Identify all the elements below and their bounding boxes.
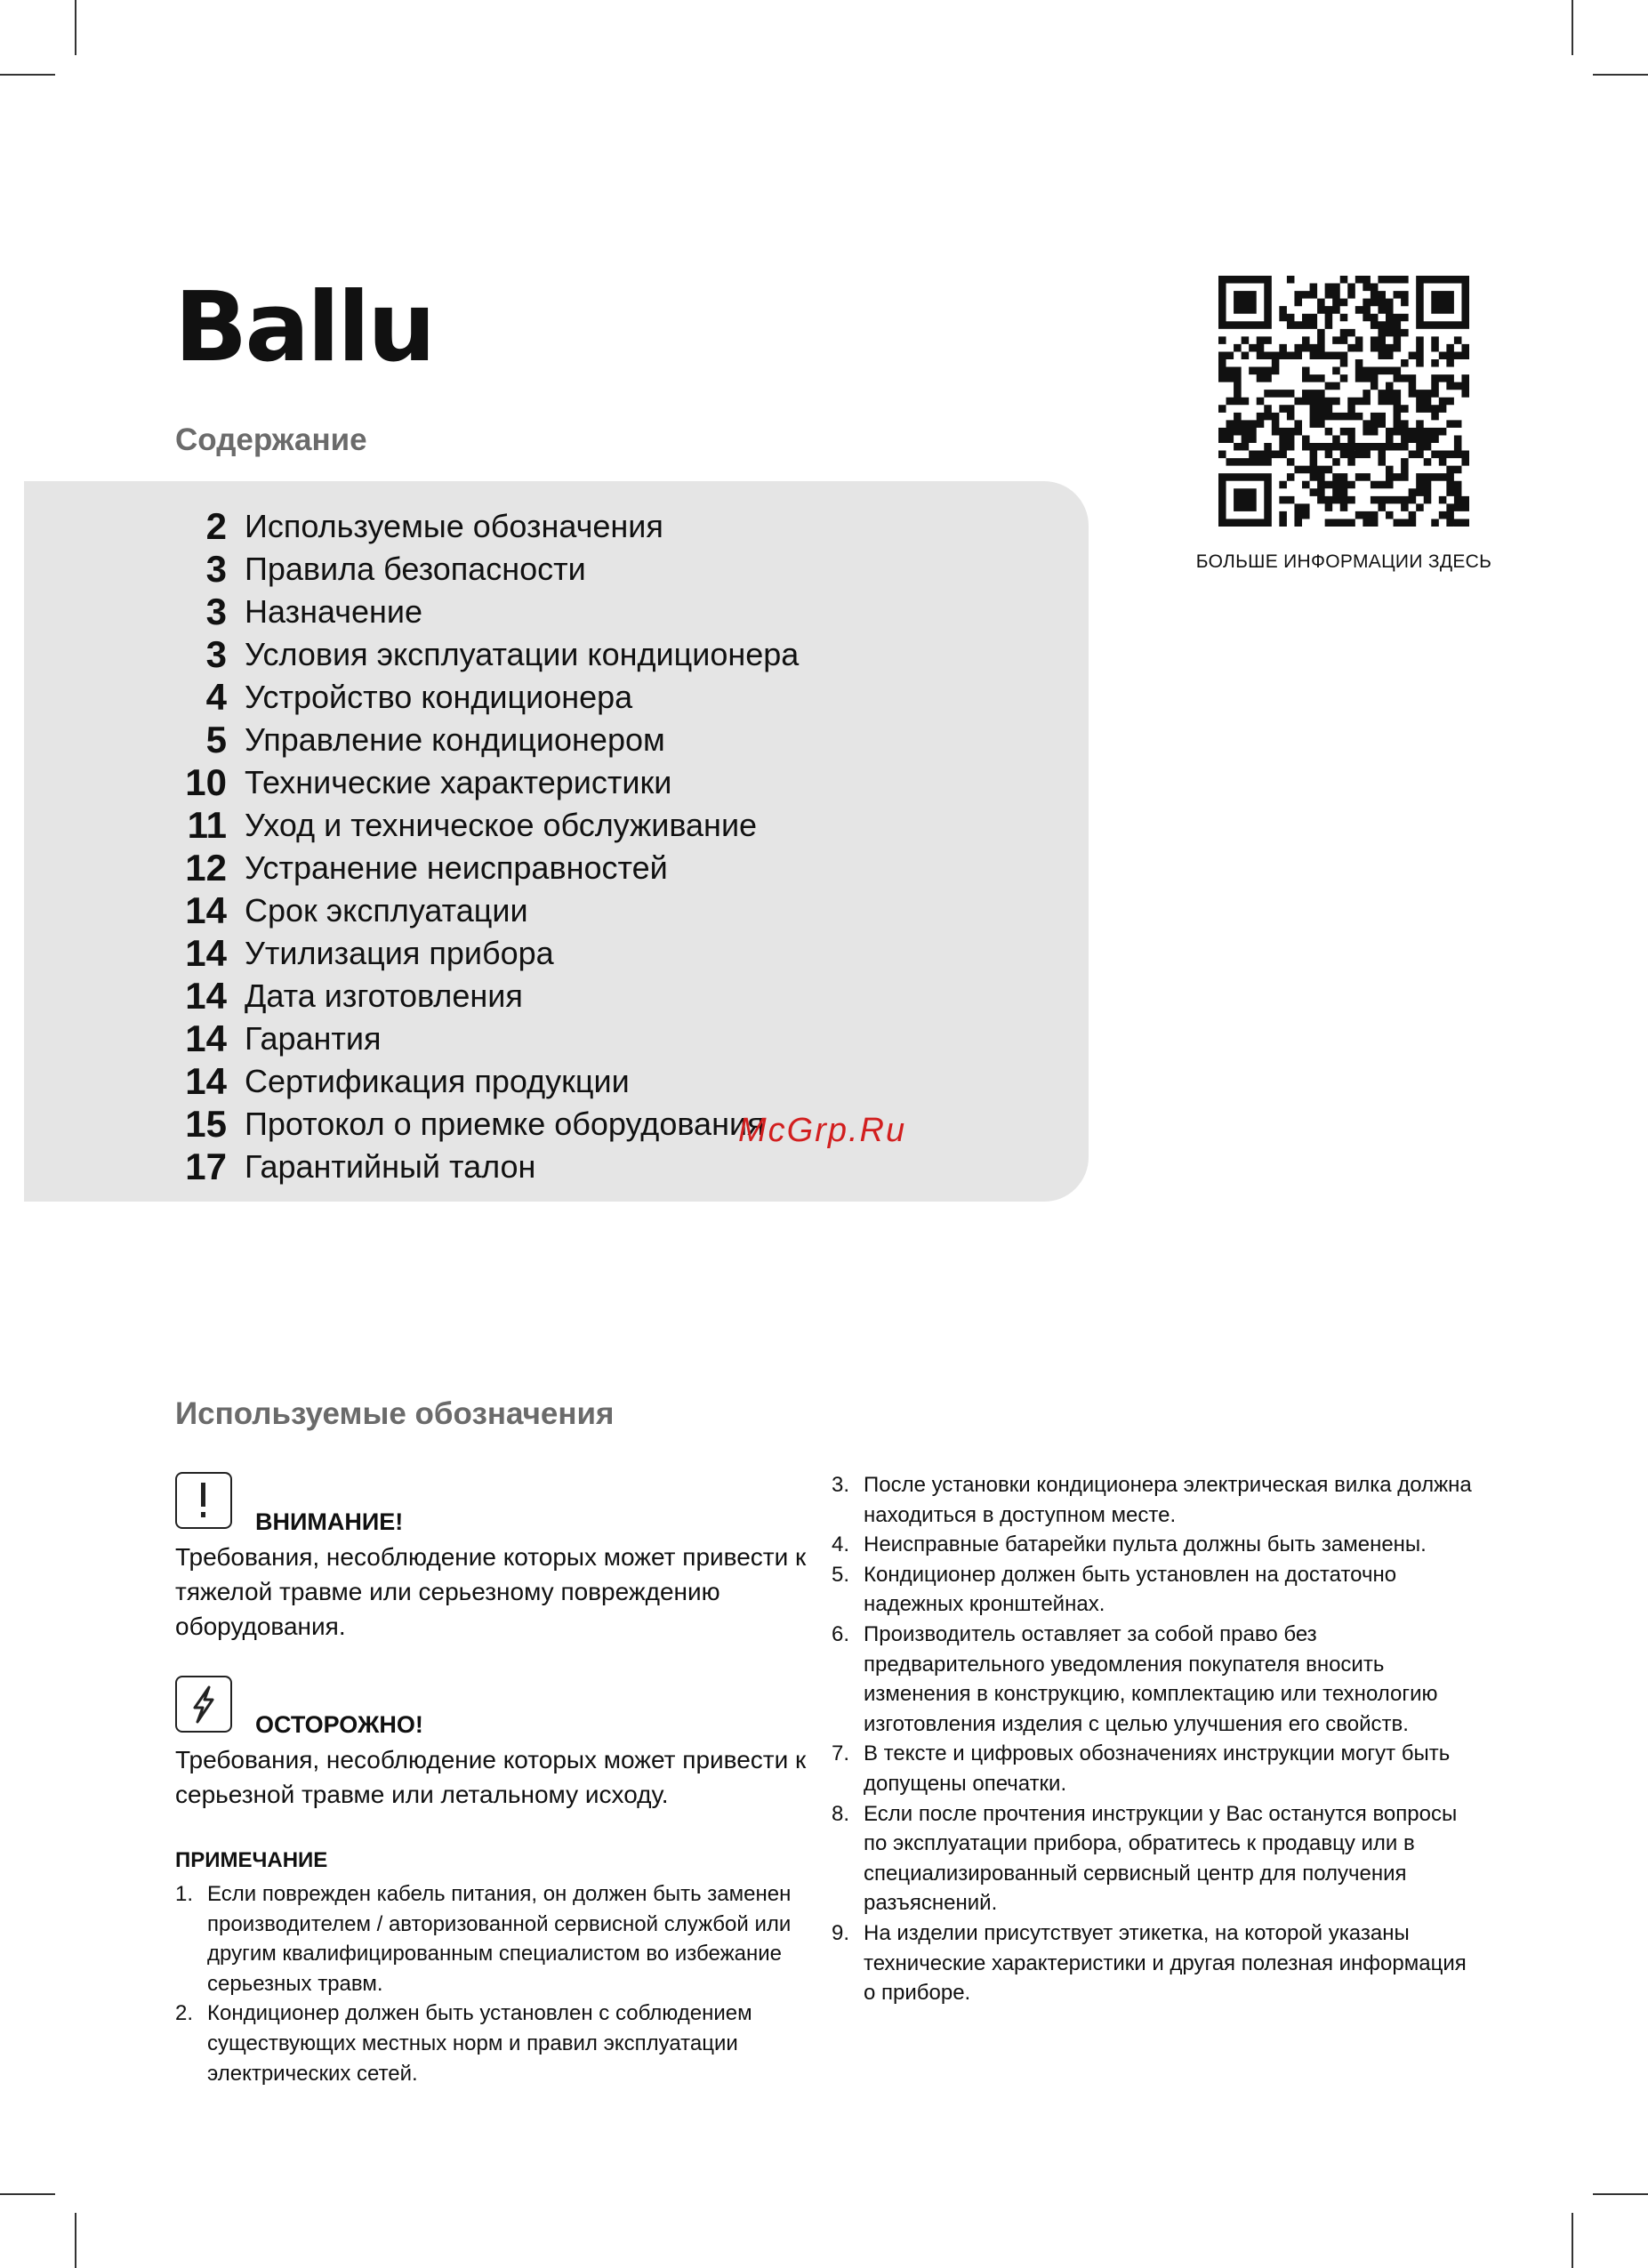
toc-label: Утилизация прибора (245, 935, 554, 971)
toc-item[interactable] (175, 1060, 799, 1103)
crop-mark (1593, 2193, 1648, 2195)
toc-item[interactable] (175, 932, 799, 975)
symbols-title: Используемые обозначения (175, 1396, 615, 1431)
note-item (832, 1620, 1474, 1739)
toc-item[interactable] (175, 591, 799, 633)
watermark: McGrp.Ru (738, 1112, 907, 1149)
toc-page-number: 14 (185, 1017, 227, 1059)
warning-text: Требования, несоблюдение которых может привести к тяжелой травме или серьезному повреждению оборудования. (175, 1543, 807, 1640)
toc-label: Назначение (245, 593, 423, 630)
note-text: После установки кондиционера электрическая вилка должна находиться в доступном месте. (864, 1473, 1472, 1527)
toc-page-number: 12 (185, 847, 227, 889)
toc-label: Гарантия (245, 1020, 382, 1057)
note-item (832, 1530, 1474, 1560)
toc-page-number: 3 (205, 548, 227, 590)
crop-mark (1572, 2213, 1573, 2268)
note-number: 7. (832, 1741, 850, 1766)
exclamation-icon (175, 1472, 232, 1529)
toc-label: Срок эксплуатации (245, 892, 528, 929)
note-text: Неисправные батарейки пульта должны быть заменены. (864, 1532, 1427, 1557)
toc-item[interactable] (175, 719, 799, 761)
note-number: 5. (832, 1562, 850, 1587)
toc-page-number: 17 (185, 1146, 227, 1187)
note-heading: ПРИМЕЧАНИЕ (175, 1848, 328, 1872)
toc-item[interactable] (175, 761, 799, 804)
toc-page-number: 10 (185, 761, 227, 803)
qr-code-graphic (1218, 276, 1469, 527)
note-number: 3. (832, 1473, 850, 1497)
note-number: 9. (832, 1920, 850, 1945)
contents-title: Содержание (175, 422, 367, 457)
crop-mark (1572, 0, 1573, 55)
toc-page-number: 15 (185, 1103, 227, 1145)
toc-label: Устройство кондиционера (245, 679, 633, 715)
note-item (832, 1560, 1474, 1620)
note-text: Производитель оставляет за собой право без предварительного уведомления покупателя вносить изменения в конструкцию, комплектацию или технологию изготовления изделия с целью улучшения его свойств. (864, 1621, 1438, 1736)
note-text: Кондиционер должен быть установлен на достаточно надежных кронштейнах. (864, 1562, 1397, 1617)
note-item (832, 1799, 1474, 1918)
note-text: Если поврежден кабель питания, он должен быть заменен производителем / авторизованной сервисной службой или другим квалифицированным специалистом во избежание серьезных травм. (207, 1882, 792, 1996)
toc-page-number: 3 (205, 633, 227, 675)
toc-page-number: 11 (187, 804, 227, 846)
toc-page-number: 5 (205, 719, 227, 760)
toc-item[interactable] (175, 1103, 799, 1146)
note-text: Если после прочтения инструкции у Вас останутся вопросы по эксплуатации прибора, обратитесь к продавцу или в специализированный сервисный центр для получения разъяснений. (864, 1801, 1458, 1916)
toc-page-number: 14 (185, 932, 227, 974)
toc-item[interactable] (175, 1017, 799, 1060)
toc-item[interactable] (175, 847, 799, 889)
notes-list-left (175, 1879, 802, 2088)
toc-page-number: 3 (205, 591, 227, 632)
toc-label: Устранение неисправностей (245, 849, 668, 886)
note-text: Кондиционер должен быть установлен с соблюдением существующих местных норм и правил эксплуатации электрических сетей. (207, 2001, 752, 2086)
crop-mark (1593, 74, 1648, 76)
note-number: 4. (832, 1532, 850, 1557)
note-text: На изделии присутствует этикетка, на которой указаны технические характеристики и другая полезная информация о приборе. (864, 1920, 1467, 2006)
toc-item[interactable] (175, 804, 799, 847)
toc-item[interactable] (175, 889, 799, 932)
toc-page-number: 14 (185, 975, 227, 1017)
crop-mark (75, 0, 76, 55)
toc-page-number: 4 (205, 676, 227, 718)
lightning-icon (175, 1676, 232, 1733)
note-number: 2. (175, 2001, 194, 2026)
toc-label: Дата изготовления (245, 977, 523, 1014)
toc-label: Уход и техническое обслуживание (245, 807, 758, 843)
qr-code[interactable] (1218, 276, 1469, 527)
toc-label: Используемые обозначения (245, 508, 663, 544)
toc-item[interactable] (175, 676, 799, 719)
crop-mark (75, 2213, 76, 2268)
toc-page-number: 14 (185, 889, 227, 931)
toc-label: Сертификация продукции (245, 1063, 630, 1099)
note-item (175, 1999, 802, 2088)
crop-mark (0, 2193, 55, 2195)
caution-heading: ОСТОРОЖНО! (255, 1711, 423, 1738)
toc-label: Условия эксплуатации кондиционера (245, 636, 800, 672)
note-item (832, 1918, 1474, 2008)
note-number: 8. (832, 1801, 850, 1826)
toc-label: Управление кондиционером (245, 721, 665, 758)
toc-label: Технические характеристики (245, 764, 672, 800)
toc-item[interactable] (175, 505, 799, 548)
brand-logo: Ballu (174, 272, 434, 383)
note-item (175, 1879, 802, 1999)
toc-page-number: 2 (205, 505, 227, 547)
crop-mark (0, 74, 55, 76)
note-number: 1. (175, 1882, 194, 1906)
notes-list-right (832, 1470, 1474, 2008)
toc-label: Правила безопасности (245, 551, 586, 587)
warning-heading: ВНИМАНИЕ! (255, 1508, 404, 1535)
toc-item[interactable] (175, 1146, 799, 1188)
qr-caption: БОЛЬШЕ ИНФОРМАЦИИ ЗДЕСЬ (1195, 551, 1492, 572)
note-item (832, 1739, 1474, 1798)
note-item (832, 1470, 1474, 1530)
toc-item[interactable] (175, 633, 799, 676)
toc-label: Протокол о приемке оборудования (245, 1106, 765, 1142)
toc-item[interactable] (175, 548, 799, 591)
contents-list (175, 505, 799, 1188)
toc-item[interactable] (175, 975, 799, 1017)
toc-page-number: 14 (185, 1060, 227, 1102)
toc-label: Гарантийный талон (245, 1148, 536, 1185)
note-number: 6. (832, 1621, 850, 1646)
caution-text: Требования, несоблюдение которых может привести к серьезной травме или летальному исходу. (175, 1746, 807, 1808)
note-text: В тексте и цифровых обозначениях инструкции могут быть допущены опечатки. (864, 1741, 1451, 1796)
